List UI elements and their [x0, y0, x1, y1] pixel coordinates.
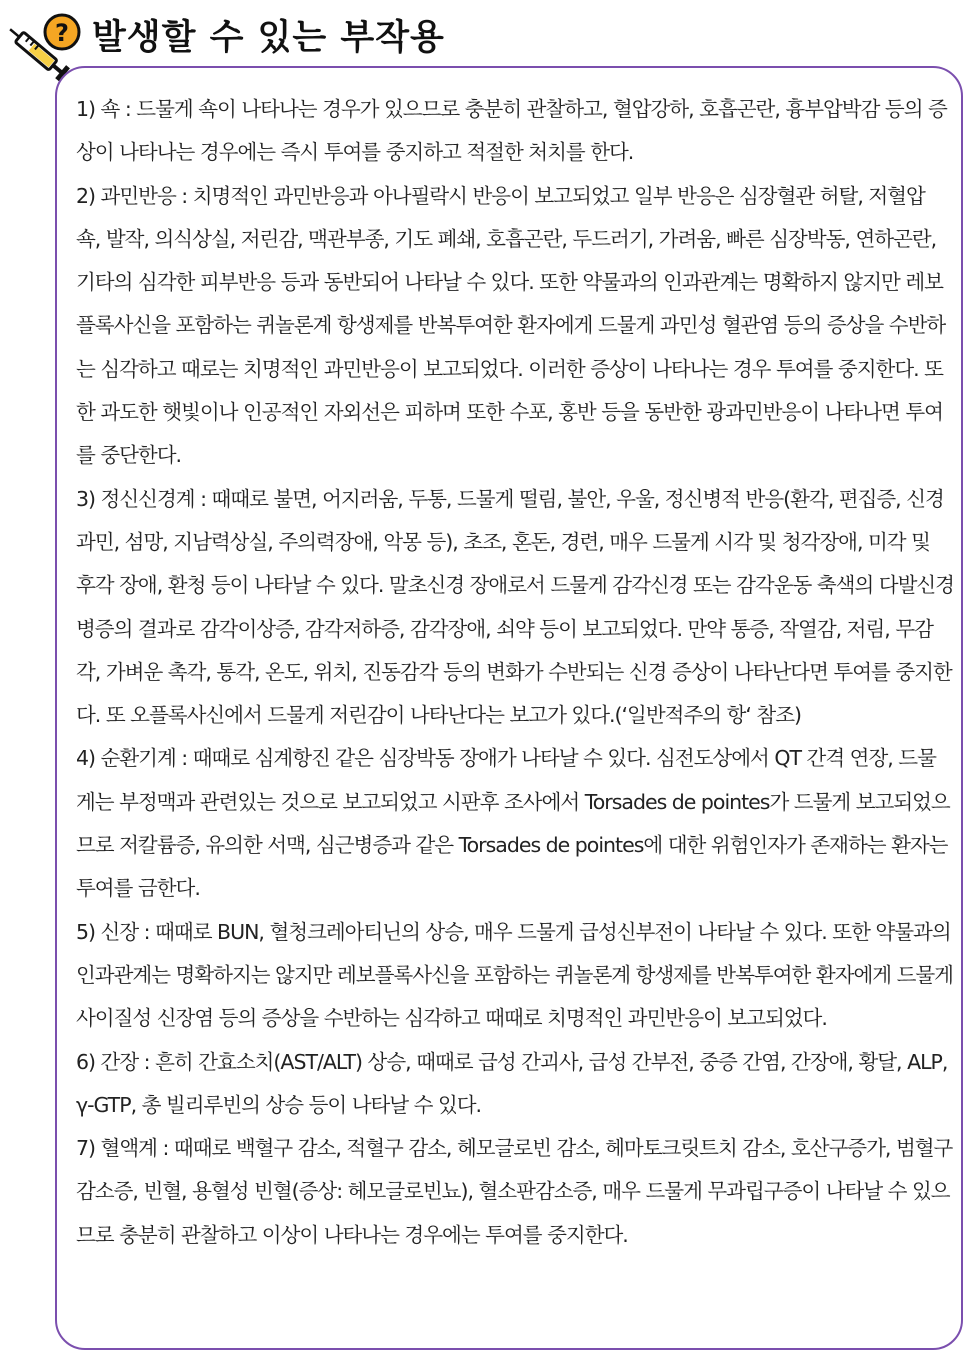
list-item-renal: 5) 신장 : 때때로 BUN, 혈청크레아티닌의 상승, 매우 드물게 급성신부전이 나타날 수 있다. 또한 약물과의 인과관계는 명확하지는 않지만 레보플록사신을 포함하는 퀴놀론계 항생제를 반복투여한 환자에게 드물게 사이질성 신장염 등의 증상을 수반하는 심각하고 때때로 치명적인 과민반응이 보고되었다.: [76, 919, 953, 1031]
list-item-hypersensitivity: 2) 과민반응 : 치명적인 과민반응과 아나필락시 반응이 보고되었고 일부 반응은 심장혈관 허탈, 저혈압 쇽, 발작, 의식상실, 저린감, 맥관부종, 기도 폐쇄, 호흡곤란, 두드러기, 가려움, 빠른 심장박동, 연하곤란, 기타의 심각한 피부반응 등과 동반되어 나타날 수 있다. 또한 약물과의 인과관계는 명확하지 않지만 레보플록사신을 포함하는 퀴놀론계 항생제를 반복투여한 환자에게 드물게 과민성 혈관염 등의 증상을 수반하는 심각하고 때로는 치명적인 과민반응이 보고되었다. 이러한 증상이 나타나는 경우 투여를 중지한다. 또한 과도한 햇빛이나 인공적인 자외선은 피하며 또한 수포, 홍반 등을 동반한 광과민반응이 나타나면 투여를 중단한다.: [76, 183, 946, 468]
list-item-cardiovascular: 4) 순환기계 : 때때로 심계항진 같은 심장박동 장애가 나타날 수 있다. 심전도상에서 QT 간격 연장, 드물게는 부정맥과 관련있는 것으로 보고되었고 시판후 조사에서 Torsades de pointes가 드물게 보고되었으므로 저칼륨증, 유의한 서맥, 심근병증과 같은 Torsades de pointes에 대한 위험인자가 존재하는 환자는 투여를 금한다.: [76, 746, 950, 901]
question-mark: ?: [55, 19, 69, 47]
side-effects-list: [76, 88, 954, 1257]
list-item-shock: 1) 쇽 : 드물게 쇽이 나타나는 경우가 있으므로 충분히 관찰하고, 혈압강하, 호흡곤란, 흉부압박감 등의 증상이 나타나는 경우에는 즉시 투여를 중지하고 적절한 처치를 한다.: [76, 97, 947, 165]
section-header: [0, 0, 970, 70]
page-title: 발생할 수 있는 부작용: [92, 18, 445, 58]
list-item-hematologic: 7) 혈액계 : 때때로 백혈구 감소, 적혈구 감소, 헤모글로빈 감소, 헤마토크릿트치 감소, 호산구증가, 범혈구감소증, 빈혈, 용혈성 빈혈(증상: 헤모글로빈뇨), 혈소판감소증, 매우 드물게 무과립구증이 나타날 수 있으므로 충분히 관찰하고 이상이 나타나는 경우에는 투여를 중지한다.: [76, 1136, 953, 1247]
list-item-neuropsychiatric: 3) 정신신경계 : 때때로 불면, 어지러움, 두통, 드물게 떨림, 불안, 우울, 정신병적 반응(환각, 편집증, 신경과민, 섬망, 지남력상실, 주의력장애, 악몽 등), 초조, 혼돈, 경련, 매우 드물게 시각 및 청각장애, 미각 및 후각 장애, 환청 등이 나타날 수 있다. 말초신경 장애로서 드물게 감각신경 또는 감각운동 축색의 다발신경병증의 결과로 감각이상증, 감각저하증, 감각장애, 쇠약 등이 보고되었다. 만약 통증, 작열감, 저림, 무감각, 가벼운 촉각, 통각, 온도, 위치, 진동감각 등의 변화가 수반되는 신경 증상이 나타난다면 투여를 중지한다. 또 오플록사신에서 드물게 저린감이 나타난다는 보고가 있다.(‘일반적주의 항‘ 참조): [76, 486, 954, 728]
list-item-hepatic: 6) 간장 : 흔히 간효소치(AST/ALT) 상승, 때때로 급성 간괴사, 급성 간부전, 중증 간염, 간장애, 황달, ALP, γ-GTP, 총 빌리루빈의 상승 등이 나타날 수 있다.: [76, 1049, 948, 1117]
